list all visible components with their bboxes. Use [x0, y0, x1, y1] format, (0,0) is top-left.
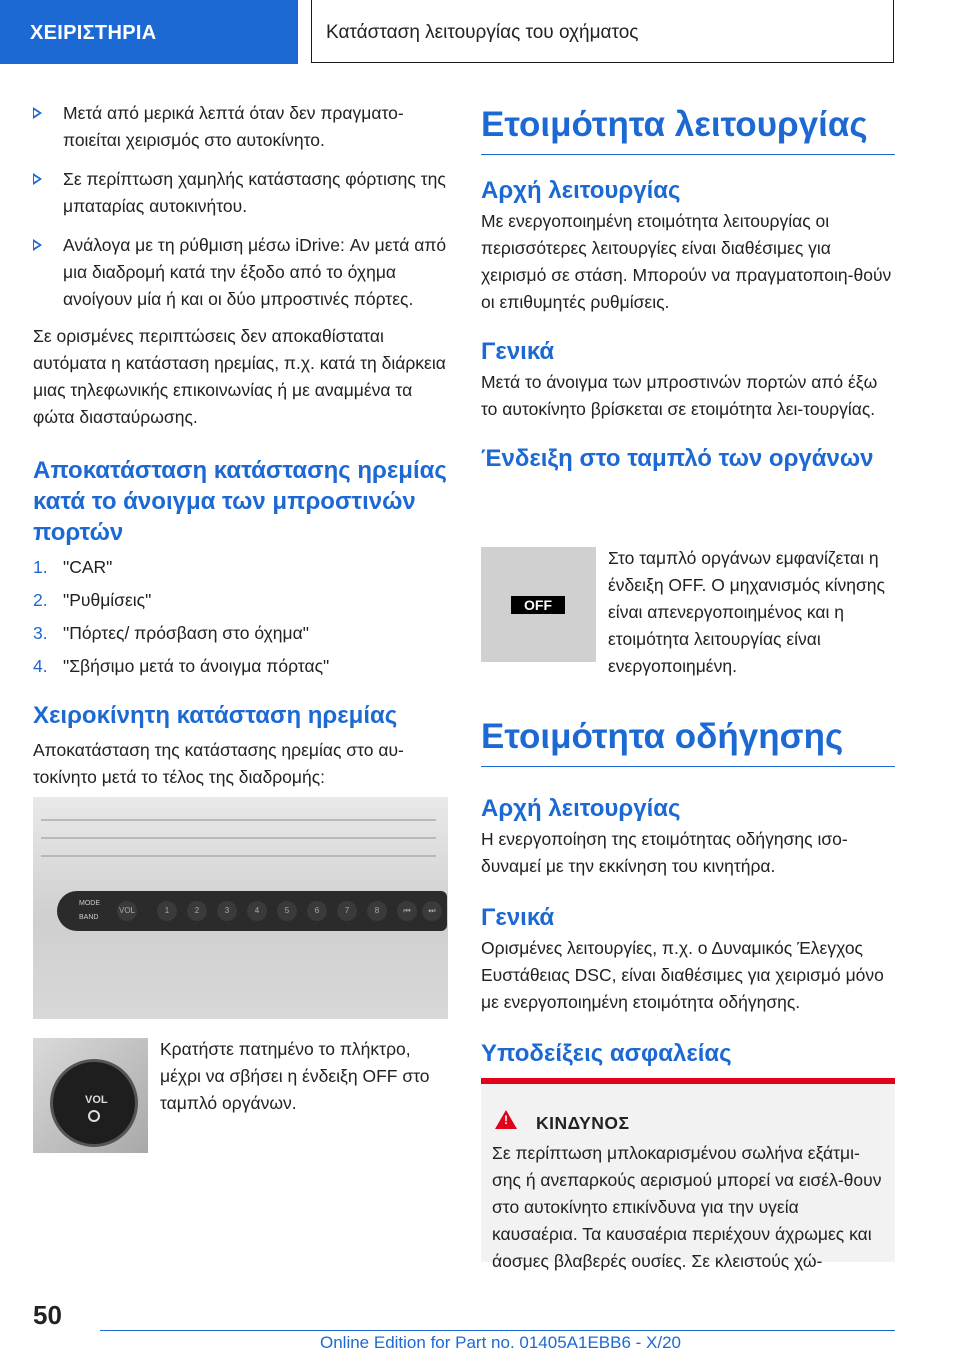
radio-panel-photo	[33, 797, 448, 1019]
right-column	[481, 104, 895, 474]
display-heading: Ένδειξη στο ταμπλό των οργάνων	[481, 445, 874, 472]
list-item	[33, 587, 448, 614]
step-text: "CAR"	[63, 557, 113, 577]
vol-knob-label: VOL	[118, 906, 135, 915]
safety-heading: Υποδείξεις ασφαλείας	[481, 1040, 732, 1067]
step-text: "Σβήσιμο μετά το άνοιγμα πόρτας"	[63, 656, 330, 676]
preset-button: 5	[277, 901, 297, 921]
steps-list	[33, 554, 448, 680]
header-section-title: ΧΕΙΡΙΣΤΗΡΙΑ	[30, 22, 157, 44]
general-text: Μετά το άνοιγμα των μπροστινών πορτών από έξω το αυτοκίνητο βρίσκεται σε ετοιμότητα λει-τουργίας.	[481, 372, 878, 419]
header-section-tab	[0, 0, 298, 64]
right-column-lower	[481, 716, 895, 1069]
list-item	[33, 653, 448, 680]
operation-readiness-title: Ετοιμότητα λειτουργίας	[481, 104, 895, 155]
principle-heading: Αρχή λειτουργίας	[481, 177, 681, 204]
manual-idle-text: Αποκατάσταση της κατάστασης ηρεμίας στο αυ-τοκίνητο μετά το τέλος της διαδρομής:	[33, 740, 404, 787]
preset-button: 6	[307, 901, 327, 921]
power-icon	[88, 1110, 100, 1122]
preset-button: 2	[187, 901, 207, 921]
preset-button: 4	[247, 901, 267, 921]
footer-divider	[100, 1330, 895, 1331]
band-label: BAND	[79, 914, 99, 921]
step-number: 1.	[33, 557, 48, 577]
manual-idle-heading: Χειροκίνητη κατάσταση ηρεμίας	[33, 702, 398, 729]
vol-knob-photo	[33, 1038, 148, 1153]
bullet-text: Σε περίπτωση χαμηλής κατάστασης φόρτισης της μπαταρίας αυτοκινήτου.	[63, 169, 446, 216]
bullet-text: Ανάλογα με τη ρύθμιση μέσω iDrive: Αν μετά από μια διαδρομή κατά την έξοδο από το όχημα ανοίγουν μία ή και οι δύο μπροστινές πόρτες.	[63, 235, 447, 309]
list-item	[33, 620, 448, 647]
danger-notice	[481, 1078, 895, 1271]
preset-button: 8	[367, 901, 387, 921]
preset-button: 3	[217, 901, 237, 921]
vol-knob	[117, 901, 137, 921]
step-text: "Ρυθμίσεις"	[63, 590, 152, 610]
warning-triangle-icon	[495, 1110, 517, 1129]
radio-control-panel	[57, 891, 447, 931]
general2-heading: Γενικά	[481, 904, 555, 931]
knob-instruction: Κρατήστε πατημένο το πλήκτρο, μέχρι να σβήσει η ένδειξη OFF στο ταμπλό οργάνων.	[160, 1039, 430, 1113]
left-column	[33, 100, 448, 791]
mode-label: MODE	[79, 900, 100, 907]
step-number: 2.	[33, 590, 48, 610]
driving-readiness-title: Ετοιμότητα οδήγησης	[481, 716, 895, 767]
preset-button: 1	[157, 901, 177, 921]
principle2-heading: Αρχή λειτουργίας	[481, 795, 681, 822]
general-heading: Γενικά	[481, 338, 555, 365]
header-chapter-tab	[311, 0, 894, 63]
page-number: 50	[33, 1300, 62, 1330]
step-number: 3.	[33, 623, 48, 643]
idle-exceptions-paragraph: Σε ορισμένες περιπτώσεις δεν αποκαθίσταται αυτόματα η κατάσταση ηρεμίας, π.χ. κατά τη διάρκεια μιας τηλεφωνικής επικοινωνίας ή με αναμμένα τα φώτα διασταύρωσης.	[33, 326, 446, 427]
skip-forward-icon: ⏭	[422, 901, 442, 921]
skip-back-icon: ⏮	[397, 901, 417, 921]
general2-text: Ορισμένες λειτουργίες, π.χ. ο Δυναμικός Έλεγχος Ευστάθειας DSC, είναι διαθέσιμες για χειρισμό μόνο με ενεργοποιημένη ετοιμότητα οδήγησης.	[481, 938, 884, 1012]
triangle-bullet-icon	[33, 173, 42, 185]
footer-edition: Online Edition for Part no. 01405A1EBB6 - X/20	[320, 1333, 682, 1352]
triangle-bullet-icon	[33, 239, 42, 251]
off-display-image	[481, 547, 596, 662]
off-indicator: OFF	[511, 596, 565, 614]
bullet-item	[33, 166, 448, 220]
principle-text: Με ενεργοποιημένη ετοιμότητα λειτουργίας οι περισσότερες λειτουργίες είναι διαθέσιμες για χειρισμό σε στάση. Μπορούν να πραγματοποιη-θούν οι επιθυμητές ρυθμίσεις.	[481, 211, 892, 312]
step-number: 4.	[33, 656, 48, 676]
bullet-text: Μετά από μερικά λεπτά όταν δεν πραγματο-ποιείται χειρισμός στο αυτοκίνητο.	[63, 103, 404, 150]
knob-vol-label: VOL	[85, 1094, 108, 1106]
bullet-item	[33, 232, 448, 313]
triangle-bullet-icon	[33, 107, 42, 119]
danger-text: Σε περίπτωση μπλοκαρισμένου σωλήνα εξάτμι-σης ή ανεπαρκούς αερισμού μπορεί να εισέλ-θουν στο αυτοκίνητο επικίνδυνα για την υγεία καυσαέρια. Τα καυσαέρια περιέχουν άχρωμες και άοσμες βλαβερές ουσίες. Σε κλειστούς χώ-	[492, 1143, 882, 1271]
header-chapter-title: Κατάσταση λειτουργίας του οχήματος	[326, 22, 639, 43]
restore-heading: Αποκατάσταση κατάστασης ηρεμίας κατά το άνοιγμα των μπροστινών πορτών	[33, 457, 447, 546]
display-text: Στο ταμπλό οργάνων εμφανίζεται η ένδειξη OFF. Ο μηχανισμός κίνησης είναι απενεργοποιημένος και η ετοιμότητα λειτουργίας είναι ενεργοποιημένη.	[608, 548, 885, 676]
principle2-text: Η ενεργοποίηση της ετοιμότητας οδήγησης ισο-δυναμεί με την εκκίνηση του κινητήρα.	[481, 829, 848, 876]
step-text: "Πόρτες/ πρόσβαση στο όχημα"	[63, 623, 309, 643]
preset-button: 7	[337, 901, 357, 921]
list-item	[33, 554, 448, 581]
bullet-item	[33, 100, 448, 154]
danger-title: ΚΙΝΔΥΝΟΣ	[536, 1113, 630, 1133]
